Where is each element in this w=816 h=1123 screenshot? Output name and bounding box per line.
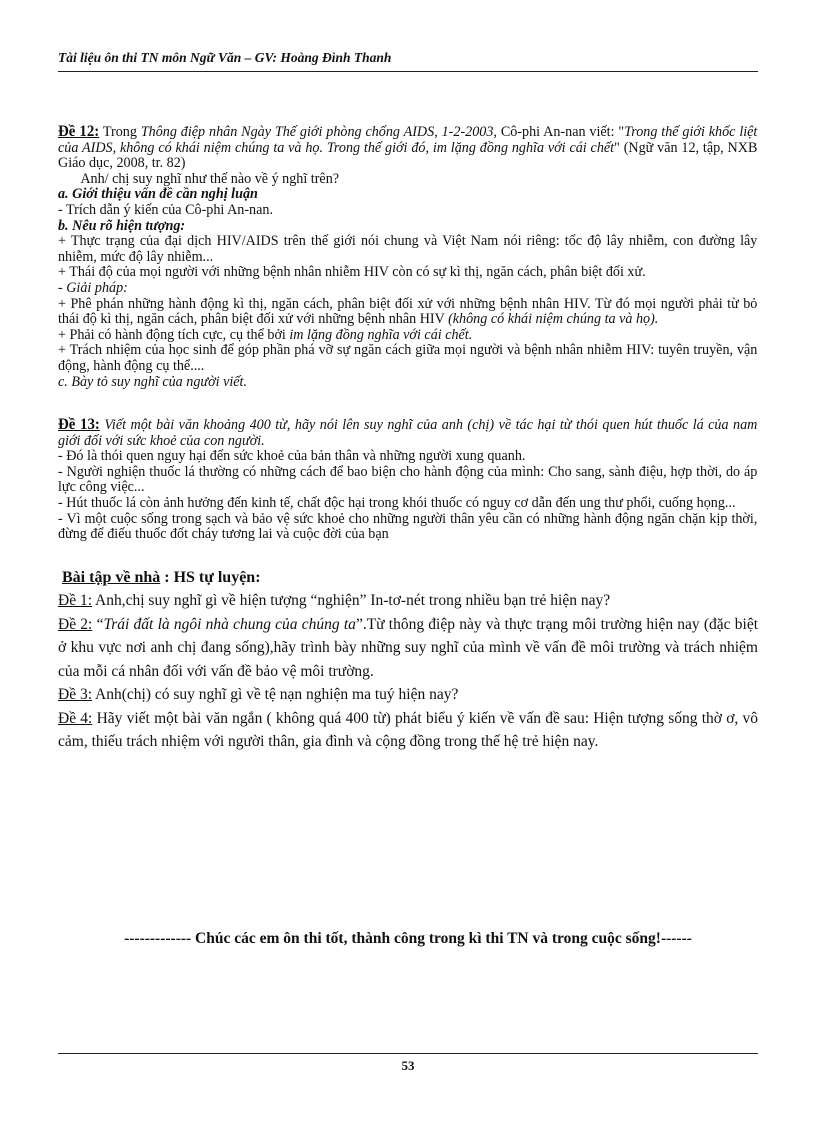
de12-question: Anh/ chị suy nghĩ như thế nào về ý nghĩ trên?	[80, 169, 340, 187]
homework-item-2	[58, 613, 758, 684]
section-gap	[58, 542, 758, 566]
homework-item-label: Đề 3:	[58, 686, 93, 704]
de13-label: Đề 13:	[58, 416, 100, 434]
de12-giai-phap: - Giải pháp:	[58, 278, 128, 296]
de13-point-4: - Vì một cuộc sống trong sạch và bảo vệ sức khoẻ cho những người thân yêu cần có những hành động ngăn chặn kịp thời, đừng để điếu thuốc đốt cháy tương lai và cuộc đời của bạn	[58, 509, 758, 543]
page-header: Tài liệu ôn thi TN môn Ngữ Văn – GV: Hoàng Đình Thanh	[58, 50, 392, 65]
de12-prompt-cite: " (Ngữ văn 12, tập, NXB Giáo dục, 2008, tr. 82)	[58, 138, 758, 172]
page-number: 53	[401, 1058, 415, 1073]
footer-rule	[58, 1053, 758, 1054]
de13-point-1: - Đó là thói quen nguy hại đến sức khoẻ của bản thân và những người xung quanh.	[58, 447, 526, 465]
de12-gp-2-italic: im lặng đồng nghĩa với cái chết.	[289, 325, 473, 343]
homework-title	[58, 566, 758, 590]
de12-b-2: + Thái độ của mọi người với những bệnh nhân nhiễm HIV còn có sự kì thị, ngăn cách, phân biệt đối xử.	[58, 263, 646, 281]
de12-gp-2	[58, 327, 757, 343]
de12-label: Đề 12:	[58, 123, 100, 140]
homework-item-text: Hãy viết một bài văn ngắn ( không quá 400 từ) phát biểu ý kiến về vấn đề sau: Hiện tượng sống thờ ơ, vô cảm, thiếu trách nhiệm với người thân, gia đình và cộng đồng trong thế hệ trẻ hiện nay.	[58, 709, 758, 751]
homework-item-text: ”.Từ thông điệp này và thực trạng môi trường hiện nay (đặc biệt ở khu vực nơi anh chị đang sống),hãy trình bày những suy nghĩ của mình về vấn đề môi trường và trách nhiệm của mỗi cá nhân đối với vấn đề bảo vệ môi trường.	[58, 615, 759, 680]
de12-prompt	[58, 124, 757, 171]
de12-prompt-pre: Trong	[99, 123, 141, 140]
de12-a-line: - Trích dẫn ý kiến của Cô-phi An-nan.	[58, 200, 273, 218]
de12-b-title: b. Nêu rõ hiện tượng:	[58, 216, 186, 234]
de12-gp-3: + Trách nhiệm của học sinh để góp phần phá vỡ sự ngăn cách giữa mọi người và bệnh nhân nhiễm HIV: tuyên truyền, vận động, hành động cụ thể....	[58, 341, 758, 374]
de12-prompt-source: Thông điệp nhân Ngày Thế giới phòng chống AIDS, 1-2-2003	[140, 123, 494, 140]
de13-point-2: - Người nghiện thuốc lá thường có những cách để bao biện cho hành động của mình: Cho sang, sành điệu, hợp thời, do áp lực công việc...	[58, 462, 758, 496]
homework-item-4	[58, 707, 758, 754]
de12-c-title: c. Bày tỏ suy nghĩ của người viết.	[58, 372, 248, 390]
de12-gp-1-pre: + Phê phán những hành động kì thị, ngăn cách, phân biệt đối xử với những bệnh nhân HIV. Từ đó mọi người phải từ bỏ thái độ kì thị, ngăn cách, phân biệt đối xử với những bệnh nhân HIV	[58, 294, 758, 328]
de12-gp-1-italic: (không có khái niệm chúng ta và họ).	[448, 310, 659, 328]
de12-gp-2-pre: + Phải có hành động tích cực, cụ thể bởi	[58, 325, 290, 343]
homework-item-3	[58, 683, 758, 707]
homework-item-1	[58, 589, 758, 613]
closing-message: ------------- Chúc các em ôn thi tốt, thành công trong kì thi TN và trong cuộc sống!------	[124, 930, 692, 947]
homework-item-label: Đề 1:	[58, 592, 93, 610]
homework-section	[58, 566, 758, 754]
de13-point-3: - Hút thuốc lá còn ảnh hưởng đến kinh tế, chất độc hại trong khói thuốc có nguy cơ dẫn đến ung thư phổi, cuống họng...	[58, 494, 736, 512]
homework-item-text: Anh,chị suy nghĩ gì về hiện tượng “nghiện” In-tơ-nét trong nhiều bạn trẻ hiện nay?	[92, 592, 611, 610]
homework-item-text: “	[92, 615, 104, 633]
section-gap	[58, 389, 757, 417]
homework-title-underlined: Bài tập về nhà	[62, 568, 161, 586]
de12-a-title: a. Giới thiệu vấn đề cần nghị luận	[58, 185, 258, 203]
page-content	[58, 124, 758, 754]
de12-prompt-mid: , Cô-phi An-nan viết: "	[493, 123, 625, 140]
de12-gp-1	[58, 296, 757, 327]
homework-item-label: Đề 4:	[58, 709, 93, 727]
de13-prompt	[58, 417, 757, 448]
de12-section	[58, 124, 757, 542]
homework-title-rest: : HS tự luyện:	[160, 568, 261, 586]
de12-b-1: + Thực trạng của đại dịch HIV/AIDS trên thế giới nói chung và Việt Nam nói riêng: tốc độ lây nhiễm, con đường lây nhiễm, mức độ lây nhiễm...	[58, 232, 758, 265]
homework-item-text: Anh(chị) có suy nghĩ gì về tệ nạn nghiện ma tuý hiện nay?	[92, 686, 459, 704]
homework-item-italic: Trái đất là ngôi nhà chung của chúng ta	[103, 615, 356, 633]
de13-prompt-text: Viết một bài văn khoảng 400 từ, hãy nói lên suy nghĩ của anh (chị) về tác hại từ thói quen hút thuốc lá của nam giới đối với sức khoẻ của con người.	[58, 416, 758, 449]
de12-prompt-quote: Trong thế giới khốc liệt của AIDS, không có khái niệm chúng ta và họ. Trong thế giới đó, im lặng đồng nghĩa với cái chết	[58, 123, 758, 156]
homework-item-label: Đề 2:	[58, 615, 93, 633]
header-rule	[58, 71, 758, 72]
